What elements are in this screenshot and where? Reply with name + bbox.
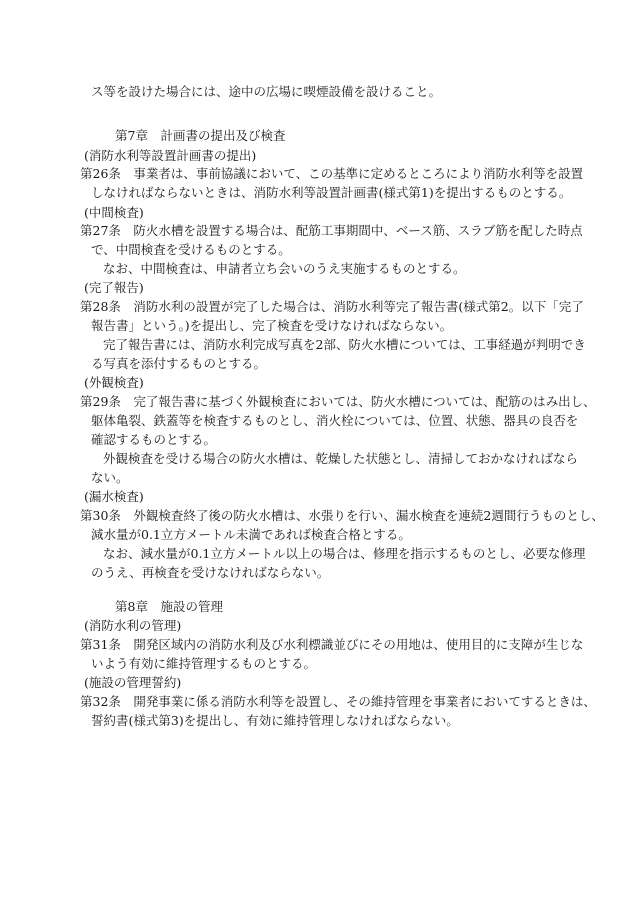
article-line: 第28条 消防水利の設置が完了した場合は、消防水利等完了報告書(様式第2。以下「完了 [80, 299, 584, 314]
article-line: 第31条 開発区域内の消防水利及び水利標識並びにその用地は、使用目的に支障が生じな [80, 637, 584, 652]
article-line: 第27条 防火水槽を設置する場合は、配筋工事期間中、ベース筋、スラブ筋を配した時点 [80, 223, 583, 238]
text-line: 確認するものとする。 [91, 432, 217, 447]
article-line: 第30条 外観検査終了後の防火水槽は、水張りを行い、漏水検査を連続2週間行うものとし、 [80, 508, 604, 523]
section-caption: (完了報告) [84, 280, 144, 295]
article-line: 第29条 完了報告書に基づく外観検査においては、防火水槽については、配筋のはみ出し、 [80, 394, 596, 409]
chapter-heading: 第8章 施設の管理 [115, 599, 223, 614]
text-line: 完了報告書には、消防水利完成写真を2部、防火水槽については、工事経過が判明でき [103, 337, 586, 352]
text-line: ス等を設けた場合には、途中の広場に喫煙設備を設けること。 [91, 84, 442, 99]
text-line: る写真を添付するものとする。 [91, 356, 267, 371]
article-line: 第32条 開発事業に係る消防水利等を設置し、その維持管理を事業者においてするときは、 [80, 694, 596, 709]
section-caption: (消防水利の管理) [84, 618, 182, 633]
article-line: 第26条 事業者は、事前協議において、この基準に定めるところにより消防水利等を設置 [80, 166, 584, 181]
text-line: 躯体亀裂、鉄蓋等を検査するものとし、消火栓については、位置、状態、器具の良否を [91, 413, 579, 428]
text-line: しなければならないときは、消防水利等設置計画書(様式第1)を提出するものとする。 [91, 185, 572, 200]
text-line: 減水量が0.1立方メートル未満であれば検査合格とする。 [91, 527, 411, 542]
text-line: で、中間検査を受けるものとする。 [91, 242, 291, 257]
text-line: なお、中間検査は、申請者立ち会いのうえ実施するものとする。 [103, 261, 466, 276]
text-line: なお、減水量が0.1立方メートル以上の場合は、修理を指示するものとし、必要な修理 [103, 546, 586, 561]
section-caption: (消防水利等設置計画書の提出) [84, 148, 257, 163]
text-line: 誓約書(様式第3)を提出し、有効に維持管理しなければならない。 [91, 713, 459, 728]
chapter-heading: 第7章 計画書の提出及び検査 [115, 128, 286, 143]
text-line: いよう有効に維持管理するものとする。 [91, 656, 317, 671]
section-caption: (外観検査) [84, 375, 144, 390]
text-line: のうえ、再検査を受けなければならない。 [91, 565, 330, 580]
section-caption: (中間検査) [84, 205, 144, 220]
section-caption: (漏水検査) [84, 489, 144, 504]
section-caption: (施設の管理誓約) [84, 675, 182, 690]
text-line: 報告書」という。)を提出し、完了検査を受けなければならない。 [91, 318, 453, 333]
text-line: 外観検査を受ける場合の防火水槽は、乾燥した状態とし、清掃しておかなければなら [103, 451, 579, 466]
text-line: ない。 [91, 470, 129, 485]
